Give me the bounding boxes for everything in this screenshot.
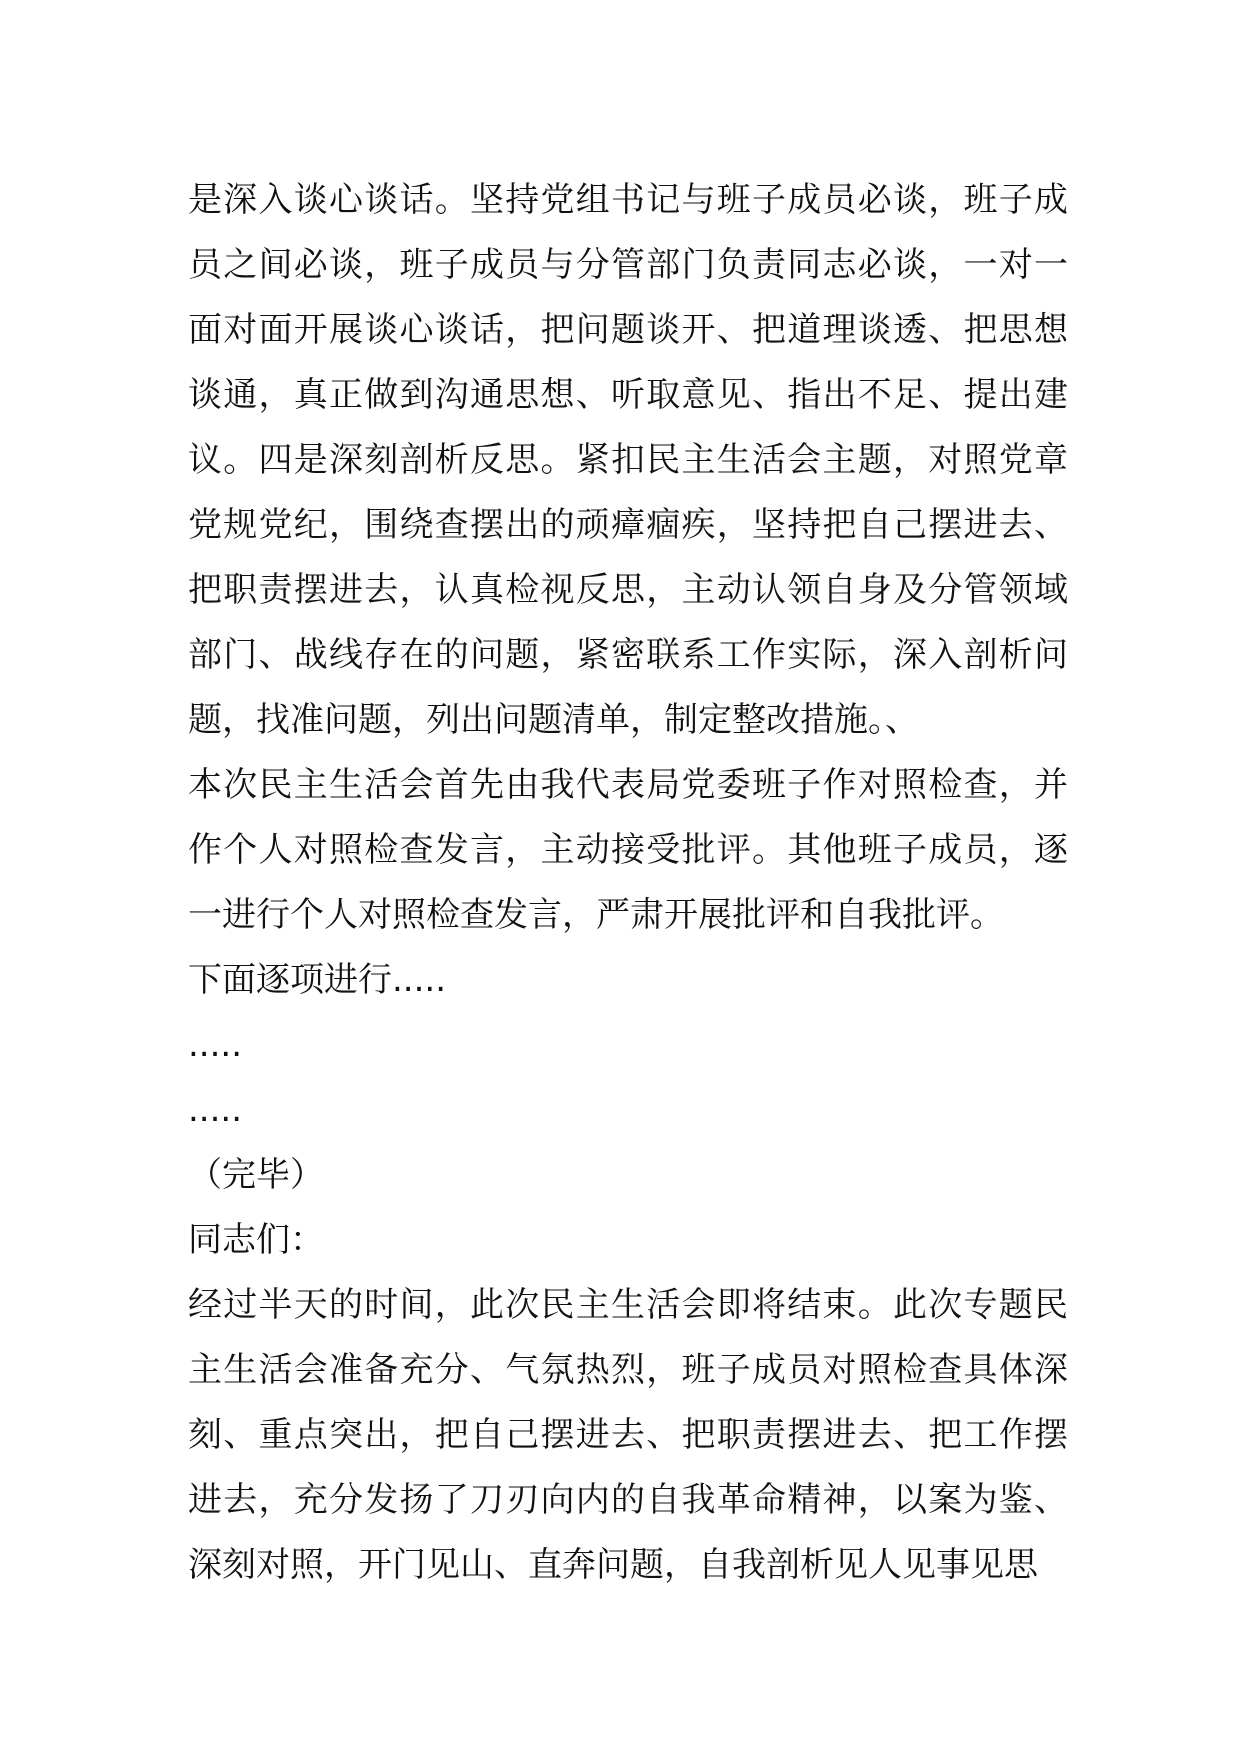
paragraph-closing-summary: 经过半天的时间，此次民主生活会即将结束。此次专题民主生活会准备充分、气氛热烈，班子成员对照检查具体深刻、重点突出，把自己摆进去、把职责摆进去、把工作摆进去，充分发扬了刀刃向内的自我革命精神，以案为鉴、深刻对照，开门见山、直奔问题，自我剖析见人见事见思 [188, 1285, 1068, 1585]
paragraph-finished-note: （完毕） [188, 1155, 324, 1195]
document-body [188, 168, 1068, 1598]
paragraph-salutation: 同志们： [188, 1220, 324, 1260]
paragraph-proceed-item-by-item: 下面逐项进行..... [188, 960, 447, 1000]
paragraph-talks-and-reflection: 是深入谈心谈话。坚持党组书记与班子成员必谈，班子成员之间必谈，班子成员与分管部门负责同志必谈，一对一面对面开展谈心谈话，把问题谈开、把道理谈透、把思想谈通，真正做到沟通思想、听取意见、指出不足、提出建议。四是深刻剖析反思。紧扣民主生活会主题，对照党章党规党纪，围绕查摆出的顽瘴痼疾，坚持把自己摆进去、把职责摆进去，认真检视反思，主动认领自身及分管领域部门、战线存在的问题，紧密联系工作实际，深入剖析问题，找准问题，列出问题清单，制定整改措施。、 [188, 180, 1068, 740]
paragraph-ellipsis-2: ..... [188, 1090, 243, 1130]
paragraph-self-review-order: 本次民主生活会首先由我代表局党委班子作对照检查，并作个人对照检查发言，主动接受批评。其他班子成员，逐一进行个人对照检查发言，严肃开展批评和自我批评。 [188, 765, 1068, 935]
paragraph-ellipsis-1: ..... [188, 1025, 243, 1065]
